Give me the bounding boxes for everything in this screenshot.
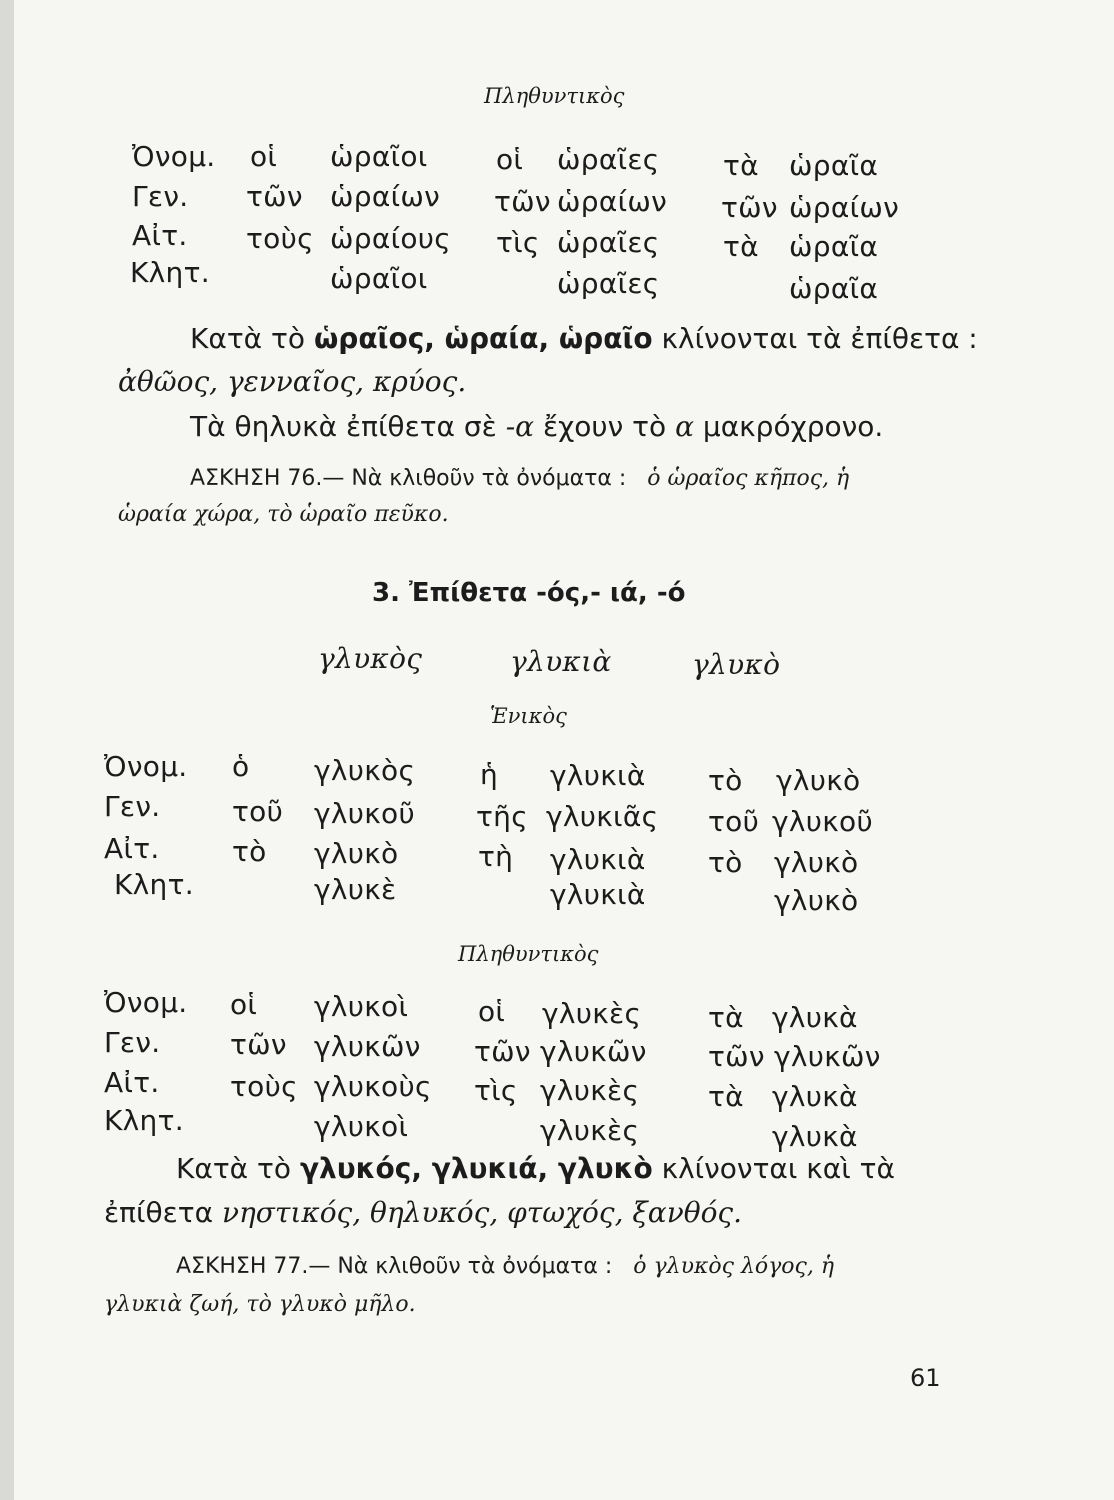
article-neut: τὰ xyxy=(708,1001,744,1034)
page-edge-shadow xyxy=(0,0,14,1500)
case-label: Αἰτ. xyxy=(104,1066,160,1099)
article-masc: τοὺς xyxy=(246,222,314,255)
form-fem: ὡραῖες xyxy=(557,267,660,300)
example-adjectives: ἀθῶος, γενναῖος, κρύος. xyxy=(118,365,467,398)
form-neut: γλυκὰ xyxy=(772,1001,858,1034)
rule-paragraph-2: Τὰ θηλυκὰ ἐπίθετα σὲ -α ἔχουν τὸ α μακρόχρονο. xyxy=(190,410,884,443)
form-neut: γλυκὰ xyxy=(772,1080,858,1113)
article-fem: τῶν xyxy=(474,1035,531,1068)
article-fem: τὶς xyxy=(474,1074,518,1107)
form-fem: γλυκιὰ xyxy=(550,759,646,792)
form-masc: ὡραίους xyxy=(330,222,452,255)
article-masc: ὁ xyxy=(232,750,250,783)
case-label: Κλητ. xyxy=(114,868,194,901)
form-fem: γλυκὲς xyxy=(542,997,642,1030)
plural-heading: Πληθυντικὸς xyxy=(458,942,599,966)
form-fem: γλυκιᾶς xyxy=(546,800,659,833)
case-label: Γεν. xyxy=(132,180,189,213)
form-fem: γλυκὲς xyxy=(540,1074,640,1107)
exercise-77: ΑΣΚΗΣΗ 77.— Νὰ κλιθοῦν τὰ ὀνόματα : ὁ γλυκὸς λόγος, ἡ xyxy=(176,1254,835,1279)
article-neut: τοῦ xyxy=(708,805,760,838)
form-masc: γλυκοὶ xyxy=(314,1110,409,1143)
article-masc: τοὺς xyxy=(230,1070,298,1103)
article-neut: τὰ xyxy=(723,149,759,182)
article-masc: τὸ xyxy=(232,835,267,868)
form-neut: γλυκὸ xyxy=(774,884,859,917)
exercise-76-line2: ὡραία χώρα, τὸ ὡραῖο πεῦκο. xyxy=(118,502,449,527)
form-masc: γλυκὲ xyxy=(314,873,397,906)
exercise-77-line2: γλυκιὰ ζωή, τὸ γλυκὸ μῆλο. xyxy=(104,1292,416,1317)
case-label: Κλητ. xyxy=(130,256,210,289)
article-masc: οἱ xyxy=(230,988,258,1021)
form-neut: γλυκὸ xyxy=(692,648,781,681)
page-number: 61 xyxy=(910,1364,941,1392)
form-masc: γλυκοὺς xyxy=(314,1070,432,1103)
form-masc: ὡραίων xyxy=(330,180,441,213)
article-neut: τὰ xyxy=(708,1080,744,1113)
form-neut: ὡραίων xyxy=(789,191,900,224)
form-masc: ὡραῖοι xyxy=(330,262,428,295)
form-masc: ὡραῖοι xyxy=(330,140,428,173)
case-label: Αἰτ. xyxy=(132,219,188,252)
form-neut: γλυκὸ xyxy=(776,764,861,797)
article-fem: ἡ xyxy=(480,758,499,791)
form-fem: ὡραίων xyxy=(557,185,668,218)
rule-paragraph-3-line2: ἐπίθετα νηστικός, θηλυκός, φτωχός, ξανθός. xyxy=(104,1196,743,1229)
form-neut: ὡραῖα xyxy=(789,230,879,263)
article-fem: τὴ xyxy=(478,840,514,873)
form-fem: γλυκιὰ xyxy=(510,645,612,678)
case-label: Κλητ. xyxy=(104,1104,184,1137)
form-masc: γλυκὸ xyxy=(314,837,399,870)
rule-paragraph: Κατὰ τὸ ὡραῖος, ὡραία, ὡραῖο κλίνονται τὰ ἐπίθετα : xyxy=(190,322,978,355)
form-fem: γλυκὲς xyxy=(540,1114,640,1147)
article-fem: τῆς xyxy=(476,800,528,833)
form-fem: γλυκιὰ xyxy=(550,878,646,911)
article-neut: τῶν xyxy=(721,191,778,224)
case-label: Γεν. xyxy=(104,790,161,823)
article-fem: τῶν xyxy=(494,185,551,218)
form-neut: γλυκὸ xyxy=(774,846,859,879)
form-neut: γλυκὰ xyxy=(772,1120,858,1153)
article-fem: οἱ xyxy=(496,143,524,176)
form-fem: ὡραῖες xyxy=(557,143,660,176)
form-masc: γλυκοὶ xyxy=(314,990,409,1023)
section-title: 3. Ἐπίθετα -ός,- ιά, -ό xyxy=(372,578,686,608)
article-neut: τὸ xyxy=(708,846,743,879)
article-fem: τὶς xyxy=(496,226,540,259)
singular-heading: Ἑνικὸς xyxy=(490,704,567,728)
form-masc: γλυκῶν xyxy=(314,1030,421,1063)
case-label: Γεν. xyxy=(104,1026,161,1059)
case-label: Ὀνομ. xyxy=(104,750,188,783)
case-label: Αἰτ. xyxy=(104,832,160,865)
form-neut: γλυκοῦ xyxy=(772,805,873,838)
case-label: Ὀνομ. xyxy=(104,986,188,1019)
form-neut: γλυκῶν xyxy=(774,1040,881,1073)
plural-heading: Πληθυντικὸς xyxy=(484,84,625,108)
exercise-76: ΑΣΚΗΣΗ 76.— Νὰ κλιθοῦν τὰ ὀνόματα : ὁ ὡραῖος κῆπος, ἡ xyxy=(190,466,850,491)
rule-paragraph-3: Κατὰ τὸ γλυκός, γλυκιά, γλυκὸ κλίνονται καὶ τὰ xyxy=(176,1152,895,1185)
article-fem: οἱ xyxy=(478,995,506,1028)
case-label: Ὀνομ. xyxy=(132,140,216,173)
article-neut: τὸ xyxy=(708,764,743,797)
form-neut: ὡραῖα xyxy=(789,272,879,305)
article-neut: τὰ xyxy=(723,230,759,263)
form-masc: γλυκοῦ xyxy=(314,797,415,830)
article-neut: τῶν xyxy=(708,1040,765,1073)
article-masc: τῶν xyxy=(230,1028,287,1061)
article-masc: τῶν xyxy=(246,180,303,213)
form-fem: γλυκῶν xyxy=(540,1035,647,1068)
article-masc: τοῦ xyxy=(232,795,284,828)
form-fem: γλυκιὰ xyxy=(550,843,646,876)
form-neut: ὡραῖα xyxy=(789,149,879,182)
article-masc: οἱ xyxy=(250,140,278,173)
form-masc: γλυκὸς xyxy=(314,754,416,787)
form-fem: ὡραῖες xyxy=(557,226,660,259)
form-masc: γλυκὸς xyxy=(318,642,423,675)
